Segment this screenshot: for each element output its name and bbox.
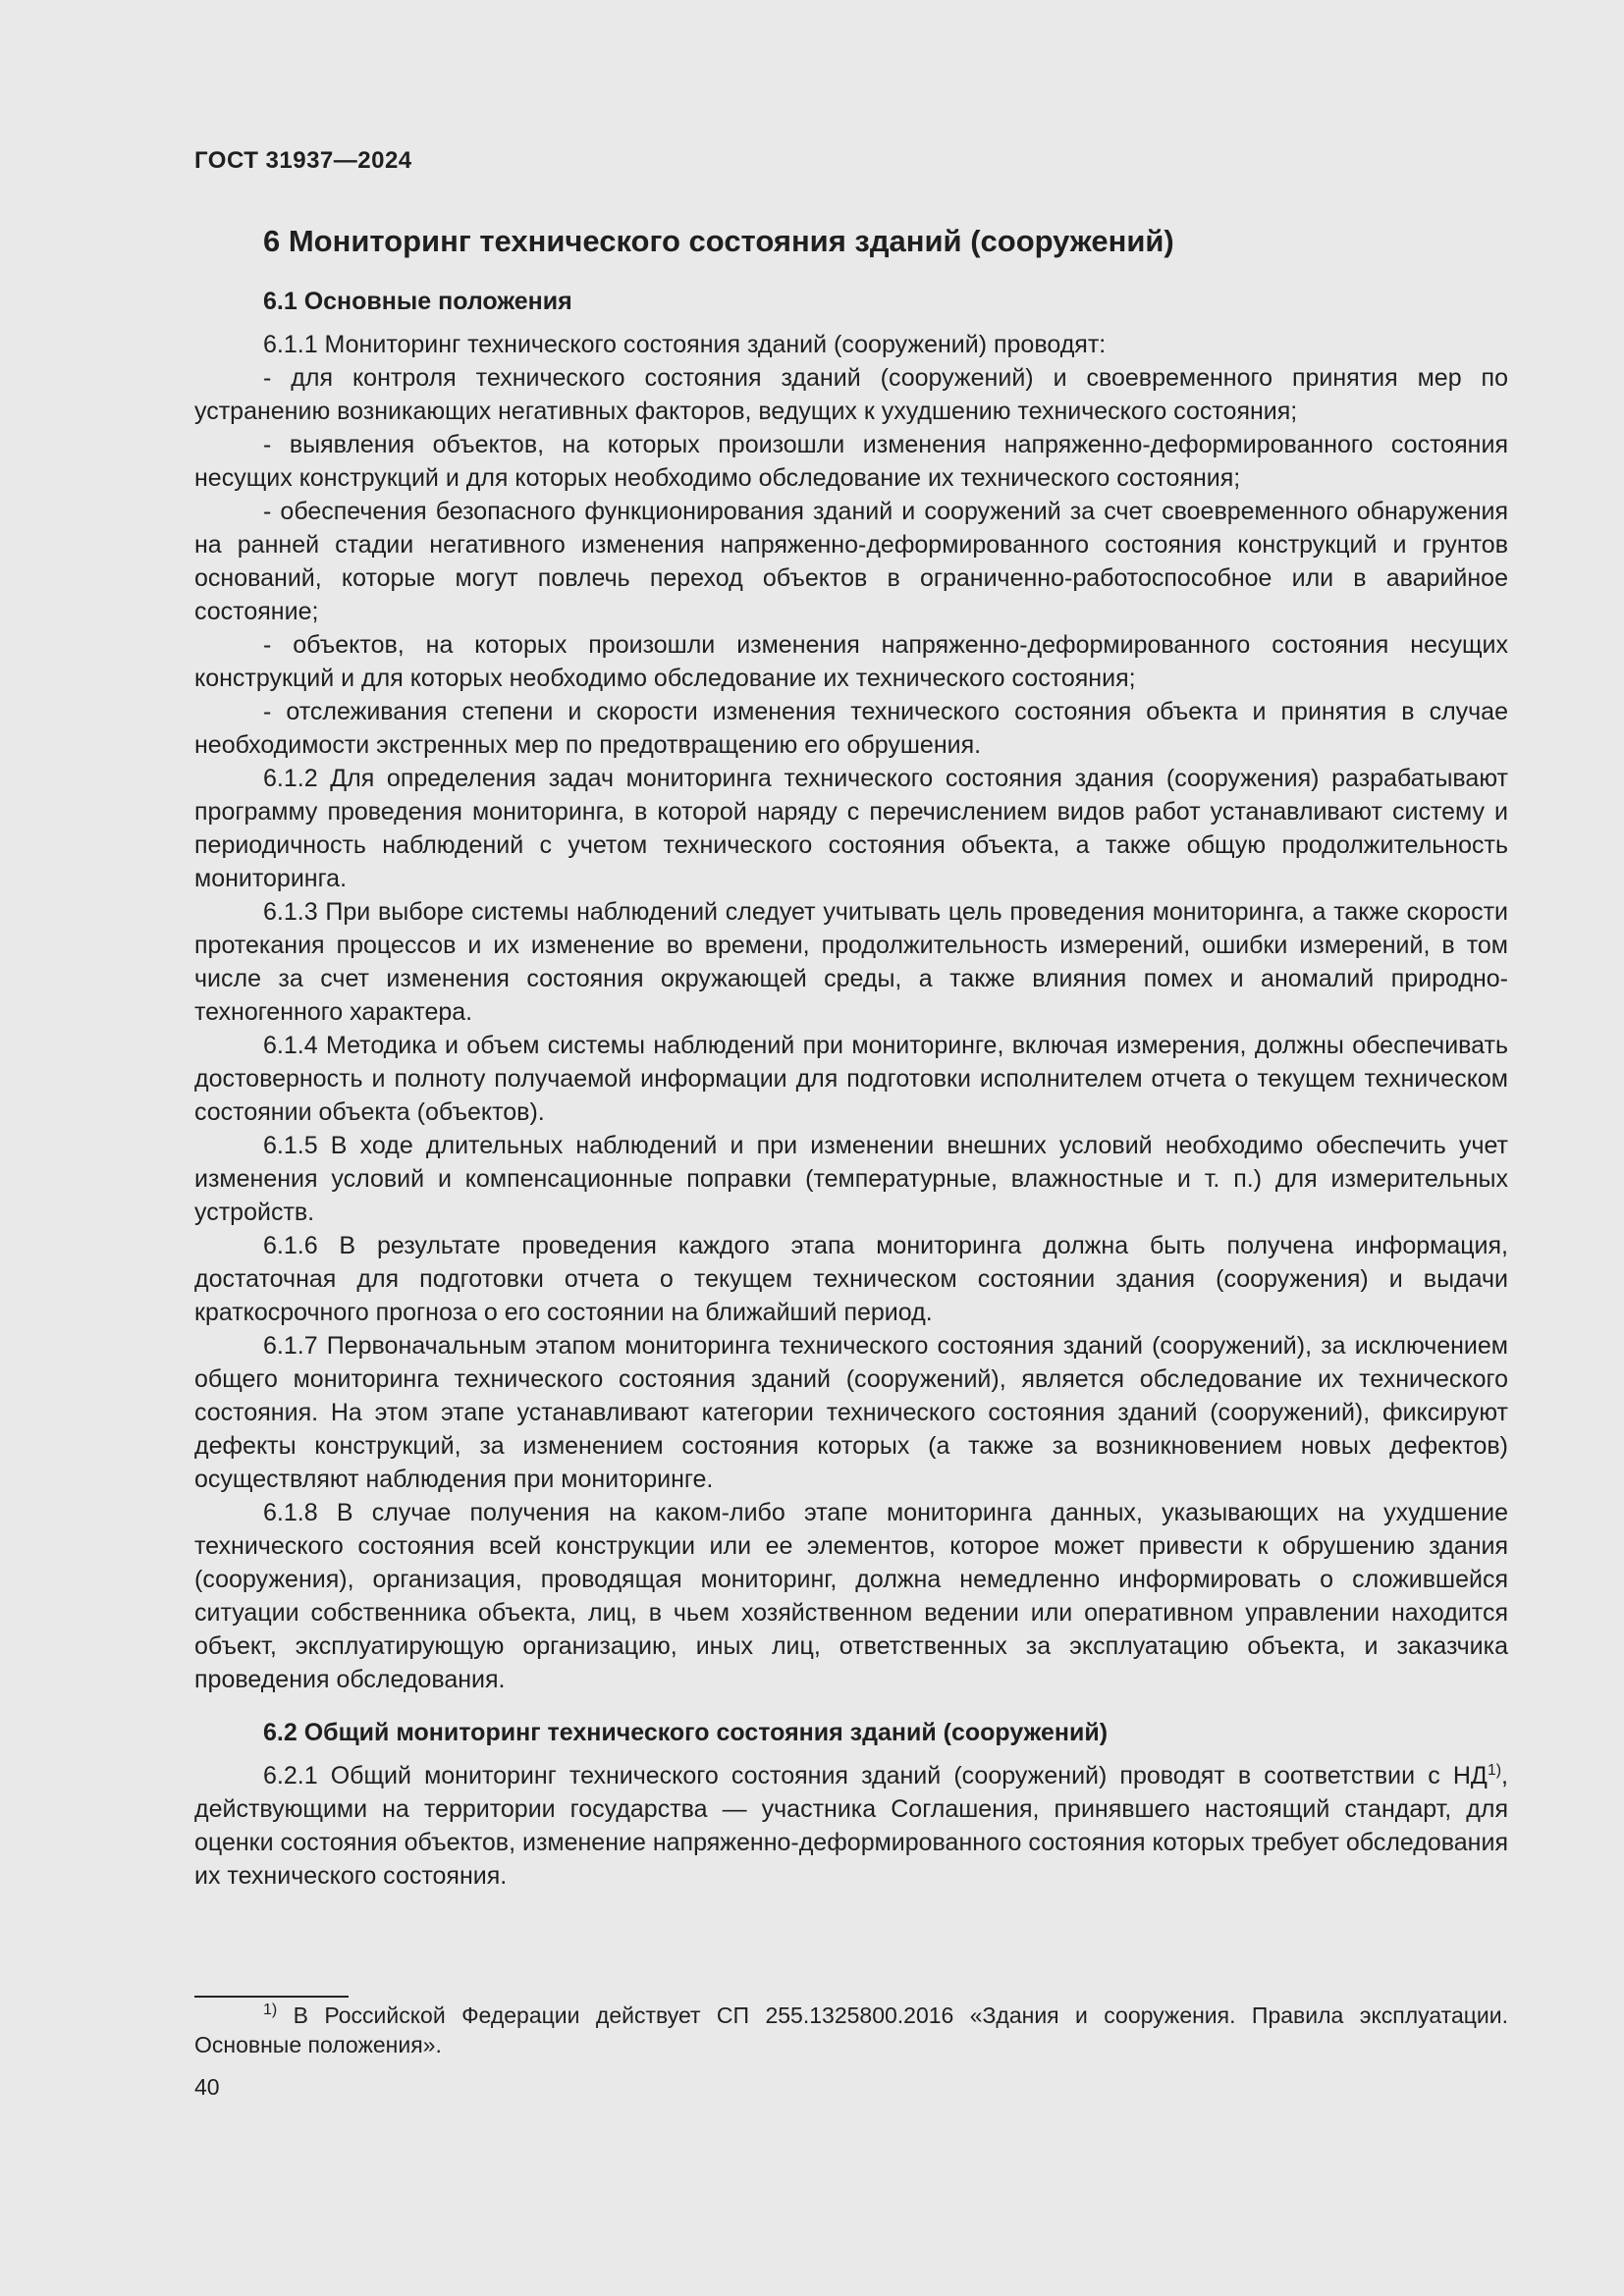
document-code: ГОСТ 31937—2024 xyxy=(194,147,412,174)
list-item: - для контроля технического состояния зданий (сооружений) и своевременного принятия мер по устранению возникающих негативных факторов, ведущих к ухудшению технического состояния; xyxy=(194,364,1508,425)
list-item: - отслеживания степени и скорости изменения технического состояния объекта и принятия в случае необходимости экстренных мер по предотвращению его обрушения. xyxy=(194,698,1508,759)
subsection-title-6-2: 6.2 Общий мониторинг технического состояния зданий (сооружений) xyxy=(263,1719,1109,1746)
footnote-marker: 1) xyxy=(263,2002,278,2018)
list-item: - выявления объектов, на которых произошли изменения напряженно-деформированного состояния несущих конструкций и для которых необходимо обследование их технического состояния; xyxy=(194,431,1508,492)
footnote-text xyxy=(194,2001,1508,2059)
section-title: 6 Мониторинг технического состояния зданий (сооружений) xyxy=(263,224,1174,258)
page-number: 40 xyxy=(194,2074,220,2100)
footnote-divider xyxy=(194,1996,349,1998)
list-item: - объектов, на которых произошли изменения напряженно-деформированного состояния несущих конструкций и для которых необходимо обследование их технического состояния; xyxy=(194,631,1508,692)
list-item: - обеспечения безопасного функционирования зданий и сооружений за счет своевременного обнаружения на ранней стадии негативного изменения напряженно-деформированного состояния конструкций и грунтов оснований, которые могут повлечь переход объектов в ограниченно-работоспособное или в аварийное состояние; xyxy=(194,498,1508,625)
main-content xyxy=(194,222,1508,1893)
subsection-title-6-1: 6.1 Основные положения xyxy=(263,288,572,315)
paragraph-6-1-2: 6.1.2 Для определения задач мониторинга технического состояния здания (сооружения) разрабатывают программу проведения мониторинга, в которой наряду с перечислением видов работ устанавливают систему и периодичность наблюдений с учетом технического состояния объекта, а также общую продолжительность мониторинга. xyxy=(194,765,1508,892)
paragraph-6-1-3: 6.1.3 При выборе системы наблюдений следует учитывать цель проведения мониторинга, а также скорости протекания процессов и их изменение во времени, продолжительность измерений, ошибки измерений, в том числе за счет изменения состояния окружающей среды, а также влияния помех и аномалий природно-техногенного характера. xyxy=(194,898,1508,1026)
paragraph-6-1-6: 6.1.6 В результате проведения каждого этапа мониторинга должна быть получена информация, достаточная для подготовки отчета о текущем техническом состоянии здания (сооружения) и выдачи краткосрочного прогноза о его состоянии на ближайший период. xyxy=(194,1232,1508,1326)
footnote-reference[interactable]: 1) xyxy=(1487,1762,1502,1779)
footnote xyxy=(194,2001,1508,2059)
paragraph-6-1-7: 6.1.7 Первоначальным этапом мониторинга технического состояния зданий (сооружений), за исключением общего мониторинга технического состояния зданий (сооружений), является обследование их технического состояния. На этом этапе устанавливают категории технического состояния зданий (сооружений), фиксируют дефекты конструкций, за изменением состояния которых (а также за возникновением новых дефектов) осуществляют наблюдения при мониторинге. xyxy=(194,1332,1508,1493)
paragraph-6-2-1-start: 6.2.1 Общий мониторинг технического состояния зданий (сооружений) проводят в соответствии с НД xyxy=(263,1762,1488,1789)
paragraph-6-2-1-end: , действующими на территории государства — участника Соглашения, принявшего настоящий стандарт, для оценки состояния объектов, изменение напряженно-деформированного состояния которых требует обследования их технического состояния. xyxy=(194,1762,1508,1890)
paragraph-6-1-4: 6.1.4 Методика и объем системы наблюдений при мониторинге, включая измерения, должны обеспечивать достоверность и полноту получаемой информации для подготовки исполнителем отчета о текущем техническом состоянии объекта (объектов). xyxy=(194,1032,1508,1126)
paragraph-6-2-1 xyxy=(194,1759,1508,1893)
paragraph-6-1-8: 6.1.8 В случае получения на каком-либо этапе мониторинга данных, указывающих на ухудшение технического состояния всей конструкции или ее элементов, которое может привести к обрушению здания (сооружения), организация, проводящая мониторинг, должна немедленно информировать о сложившейся ситуации собственника объекта, лиц, в чьем хозяйственном ведении или оперативном управлении находится объект, эксплуатирующую организацию, иных лиц, ответственных за эксплуатацию объекта, и заказчика проведения обследования. xyxy=(194,1499,1508,1693)
paragraph-6-1-1: 6.1.1 Мониторинг технического состояния зданий (сооружений) проводят: xyxy=(263,331,1107,358)
footnote-body: В Российской Федерации действует СП 255.1325800.2016 «Здания и сооружения. Правила эксплуатации. Основные положения». xyxy=(194,2002,1508,2057)
paragraph-6-1-5: 6.1.5 В ходе длительных наблюдений и при изменении внешних условий необходимо обеспечить учет изменения условий и компенсационные поправки (температурные, влажностные и т. п.) для измерительных устройств. xyxy=(194,1132,1508,1226)
